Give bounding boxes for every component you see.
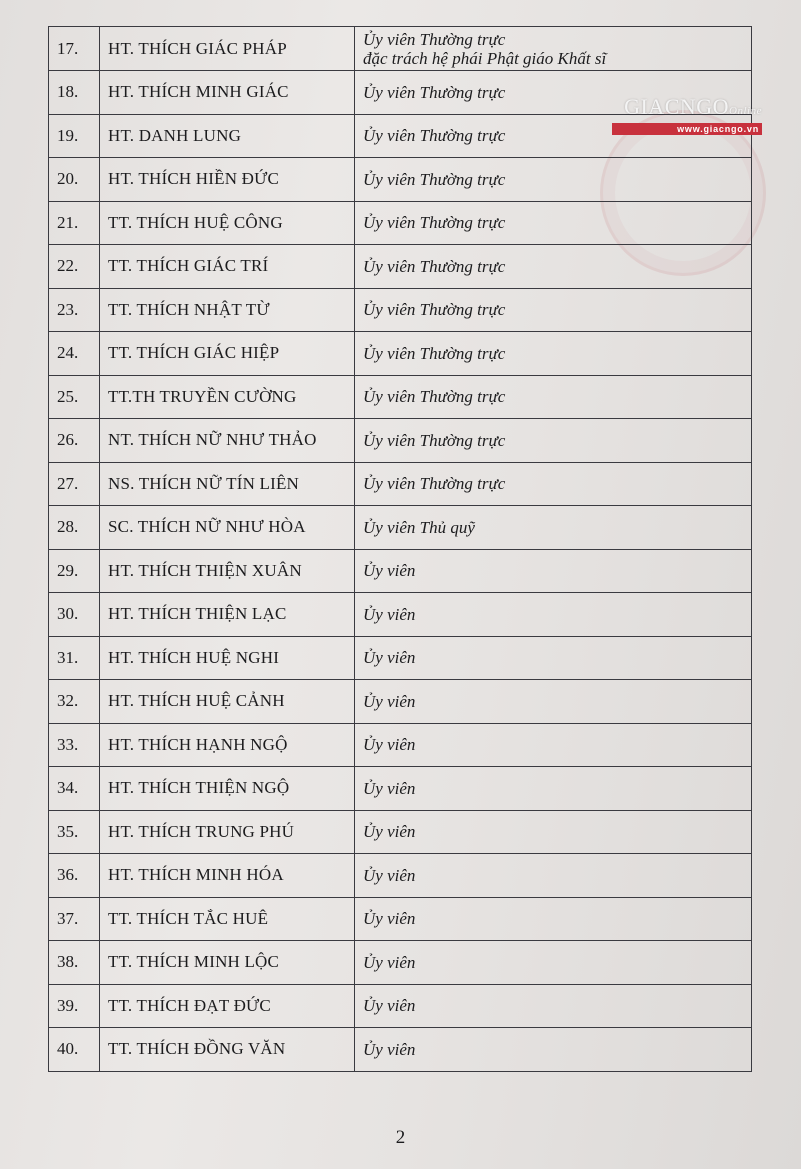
table-row bbox=[49, 158, 752, 202]
table-row bbox=[49, 723, 752, 767]
member-name: HT. THÍCH HẠNH NGỘ bbox=[100, 723, 355, 767]
row-number: 28. bbox=[49, 506, 100, 550]
role-line: Ủy viên bbox=[363, 735, 416, 755]
member-name: HT. THÍCH HUỆ NGHI bbox=[100, 636, 355, 680]
member-name: TT.TH TRUYỀN CƯỜNG bbox=[100, 375, 355, 419]
table-row bbox=[49, 810, 752, 854]
member-role bbox=[355, 245, 752, 289]
member-role bbox=[355, 506, 752, 550]
table-row bbox=[49, 288, 752, 332]
role-line: Ủy viên Thường trực bbox=[363, 300, 506, 320]
member-name: HT. THÍCH MINH GIÁC bbox=[100, 71, 355, 115]
member-role bbox=[355, 854, 752, 898]
role-line: Ủy viên bbox=[363, 604, 416, 624]
member-role bbox=[355, 462, 752, 506]
row-number: 29. bbox=[49, 549, 100, 593]
member-name: HT. THÍCH THIỆN NGỘ bbox=[100, 767, 355, 811]
role-line: Ủy viên Thường trực bbox=[363, 82, 506, 102]
member-role bbox=[355, 549, 752, 593]
member-role bbox=[355, 941, 752, 985]
member-name: SC. THÍCH NỮ NHƯ HÒA bbox=[100, 506, 355, 550]
watermark-brand: GIACNGOOnline bbox=[624, 94, 762, 119]
member-name: TT. THÍCH ĐỒNG VĂN bbox=[100, 1028, 355, 1072]
member-role bbox=[355, 1028, 752, 1072]
table-row bbox=[49, 680, 752, 724]
table-row bbox=[49, 245, 752, 289]
row-number: 35. bbox=[49, 810, 100, 854]
member-role bbox=[355, 767, 752, 811]
row-number: 25. bbox=[49, 375, 100, 419]
member-name: TT. THÍCH NHẬT TỪ bbox=[100, 288, 355, 332]
member-role bbox=[355, 201, 752, 245]
row-number: 36. bbox=[49, 854, 100, 898]
row-number: 17. bbox=[49, 27, 100, 71]
role-line: Ủy viên Thường trực bbox=[363, 256, 506, 276]
member-name: HT. THÍCH TRUNG PHÚ bbox=[100, 810, 355, 854]
role-line: Ủy viên bbox=[363, 691, 416, 711]
watermark-url: www.giacngo.vn bbox=[612, 123, 762, 135]
member-name: TT. THÍCH TẮC HUÊ bbox=[100, 897, 355, 941]
role-line: Ủy viên Thường trực bbox=[363, 126, 506, 146]
row-number: 27. bbox=[49, 462, 100, 506]
member-name: TT. THÍCH ĐẠT ĐỨC bbox=[100, 984, 355, 1028]
member-role bbox=[355, 375, 752, 419]
role-line: Ủy viên bbox=[363, 865, 416, 885]
member-name: HT. THÍCH HUỆ CẢNH bbox=[100, 680, 355, 724]
table-row bbox=[49, 549, 752, 593]
member-role bbox=[355, 419, 752, 463]
role-line: Ủy viên Thường trực bbox=[363, 387, 506, 407]
member-role bbox=[355, 723, 752, 767]
member-name: TT. THÍCH GIÁC HIỆP bbox=[100, 332, 355, 376]
table-row bbox=[49, 941, 752, 985]
row-number: 32. bbox=[49, 680, 100, 724]
table-row bbox=[49, 1028, 752, 1072]
members-table-body bbox=[49, 27, 752, 1072]
table-row bbox=[49, 332, 752, 376]
member-name: HT. THÍCH HIỀN ĐỨC bbox=[100, 158, 355, 202]
member-role bbox=[355, 636, 752, 680]
member-name: NT. THÍCH NỮ NHƯ THẢO bbox=[100, 419, 355, 463]
row-number: 18. bbox=[49, 71, 100, 115]
role-line: Ủy viên bbox=[363, 996, 416, 1016]
table-row bbox=[49, 375, 752, 419]
row-number: 37. bbox=[49, 897, 100, 941]
role-line: Ủy viên Thường trực bbox=[363, 213, 506, 233]
table-row bbox=[49, 897, 752, 941]
row-number: 34. bbox=[49, 767, 100, 811]
member-name: HT. THÍCH GIÁC PHÁP bbox=[100, 27, 355, 71]
role-line: Ủy viên bbox=[363, 952, 416, 972]
row-number: 30. bbox=[49, 593, 100, 637]
role-line: Ủy viên bbox=[363, 909, 416, 929]
member-name: HT. THÍCH THIỆN LẠC bbox=[100, 593, 355, 637]
row-number: 19. bbox=[49, 114, 100, 158]
member-name: HT. THÍCH THIỆN XUÂN bbox=[100, 549, 355, 593]
member-role bbox=[355, 593, 752, 637]
row-number: 31. bbox=[49, 636, 100, 680]
table-row bbox=[49, 593, 752, 637]
role-line: Ủy viên Thường trực bbox=[363, 169, 506, 189]
member-role bbox=[355, 897, 752, 941]
page-number: 2 bbox=[395, 1127, 406, 1148]
members-table bbox=[48, 26, 752, 1072]
table-row bbox=[49, 854, 752, 898]
member-role bbox=[355, 984, 752, 1028]
row-number: 23. bbox=[49, 288, 100, 332]
role-line: Ủy viên Thủ quỹ bbox=[363, 517, 475, 537]
row-number: 38. bbox=[49, 941, 100, 985]
role-line: Ủy viên bbox=[363, 1039, 416, 1059]
table-row bbox=[49, 506, 752, 550]
row-number: 22. bbox=[49, 245, 100, 289]
row-number: 20. bbox=[49, 158, 100, 202]
row-number: 24. bbox=[49, 332, 100, 376]
role-line: Ủy viên bbox=[363, 561, 416, 581]
role-line: Ủy viên Thường trực bbox=[363, 430, 506, 450]
table-row bbox=[49, 201, 752, 245]
role-line: Ủy viên Thường trực bbox=[363, 474, 506, 494]
member-role bbox=[355, 27, 752, 71]
table-row bbox=[49, 419, 752, 463]
role-line: Ủy viên bbox=[363, 778, 416, 798]
giacngo-watermark bbox=[612, 96, 762, 135]
row-number: 26. bbox=[49, 419, 100, 463]
role-line: Ủy viên bbox=[363, 822, 416, 842]
member-name: HT. THÍCH MINH HÓA bbox=[100, 854, 355, 898]
member-name: NS. THÍCH NỮ TÍN LIÊN bbox=[100, 462, 355, 506]
role-line: Ủy viên Thường trực bbox=[363, 343, 506, 363]
row-number: 40. bbox=[49, 1028, 100, 1072]
table-row bbox=[49, 462, 752, 506]
member-role bbox=[355, 332, 752, 376]
table-row bbox=[49, 984, 752, 1028]
row-number: 21. bbox=[49, 201, 100, 245]
member-role bbox=[355, 288, 752, 332]
role-line: đặc trách hệ phái Phật giáo Khất sĩ bbox=[363, 48, 607, 68]
member-role bbox=[355, 680, 752, 724]
member-role bbox=[355, 158, 752, 202]
role-line: Ủy viên Thường trực bbox=[363, 29, 506, 49]
row-number: 33. bbox=[49, 723, 100, 767]
member-role bbox=[355, 810, 752, 854]
role-line: Ủy viên bbox=[363, 648, 416, 668]
member-name: TT. THÍCH HUỆ CÔNG bbox=[100, 201, 355, 245]
table-row bbox=[49, 767, 752, 811]
member-name: TT. THÍCH GIÁC TRÍ bbox=[100, 245, 355, 289]
row-number: 39. bbox=[49, 984, 100, 1028]
member-name: HT. DANH LUNG bbox=[100, 114, 355, 158]
table-row bbox=[49, 636, 752, 680]
table-row bbox=[49, 27, 752, 71]
member-name: TT. THÍCH MINH LỘC bbox=[100, 941, 355, 985]
